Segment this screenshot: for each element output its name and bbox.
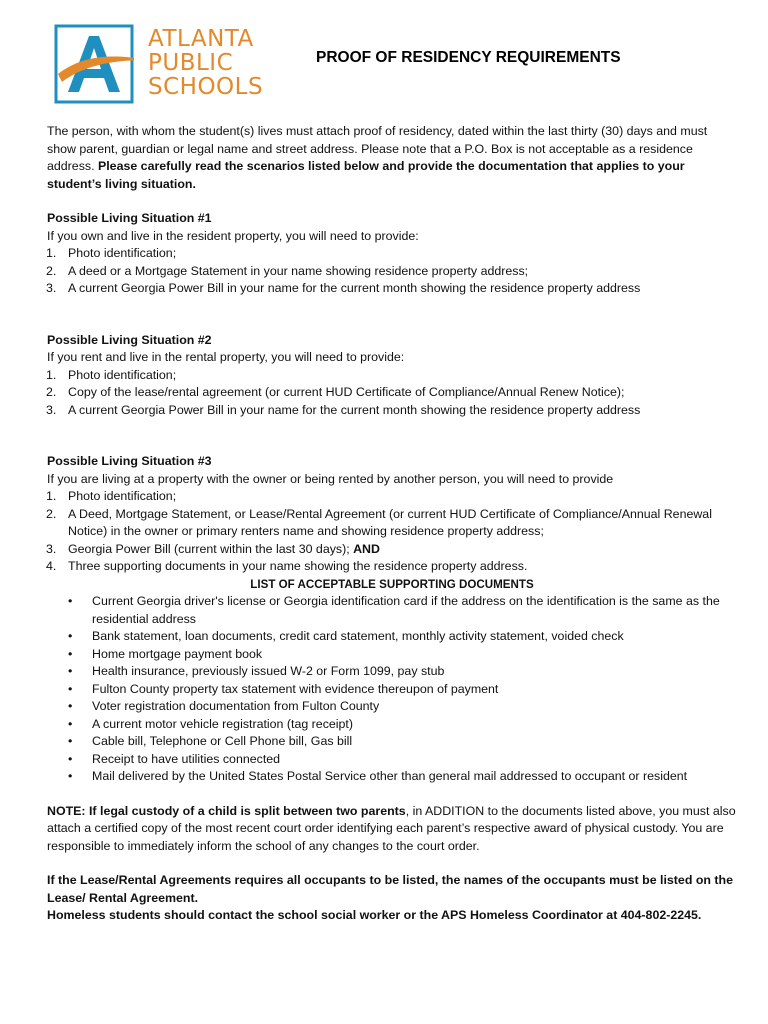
item-number: 3. [46,281,57,295]
supporting-documents-list [47,593,737,786]
item-text: Georgia Power Bill (current within the last 30 days); [68,541,354,556]
item-number: 1. [46,367,57,382]
situation-lead: If you own and live in the resident property, you will need to provide: [47,228,419,243]
list-item: • Bank statement, loan documents, credit card statement, monthly activity statement, voided check [47,628,737,646]
list-item [47,263,737,281]
item-text: A deed or a Mortgage Statement in your name showing residence property address; [68,263,529,278]
logo-line-2: PUBLIC [148,50,234,76]
list-item: • Fulton County property tax statement with evidence thereupon of payment [47,681,737,699]
item-text: A Deed, Mortgage Statement, or Lease/Rental Agreement (or current HUD Certificate of Compliance/Annual Renewal Notice) in the owner or primary renters name and showing residence property address; [68,506,712,538]
item-number: 2. [46,385,57,399]
document-title: PROOF OF RESIDENCY REQUIREMENTS [316,49,621,66]
item-text: Photo identification; [68,367,177,382]
list-item [47,558,737,576]
item-number: 4. [46,559,57,573]
intro-text: The person, with whom the student(s) lives must attach proof of residency, dated within the last thirty (30) days and must show parent, guardian or legal name and street address. Please note that a P.O. Box is not acceptable as a residence address. [47,124,708,173]
situation-heading: Possible Living Situation #3 [47,454,212,468]
situation-heading: Possible Living Situation #1 [47,211,212,225]
list-item [47,402,737,420]
list-item: • Receipt to have utilities connected [47,751,737,769]
list-item: • Voter registration documentation from Fulton County [47,698,737,716]
list-item: • A current motor vehicle registration (tag receipt) [47,716,737,734]
note-text: , in ADDITION to the documents listed above, you must also attach a certified copy of the most recent court order identifying each parent’s respective award of physical custody. You are responsible to immediately inform the school of any changes to the court order. [47,803,736,853]
situation-lead: If you rent and live in the rental property, you will need to provide: [47,350,405,364]
list-item [47,488,737,506]
list-item: • Cable bill, Telephone or Cell Phone bill, Gas bill [47,733,737,751]
list-item [47,245,737,263]
list-item: • Health insurance, previously issued W-2 or Form 1099, pay stub [47,663,737,681]
living-situation-1 [47,210,737,298]
intro-bold-text: Please carefully read the scenarios listed below and provide the documentation that applies to your student’s living situation. [47,159,685,191]
list-item: • Home mortgage payment book [47,646,737,664]
lease-occupants-note: If the Lease/Rental Agreements requires all occupants to be listed, the names of the occupants must be listed on the Lease/ Rental Agreement. [47,873,733,905]
requirement-list [47,488,737,576]
living-situation-3 [47,453,737,576]
list-item [47,367,737,385]
item-text: Photo identification; [68,489,177,503]
item-number: 3. [46,402,57,417]
homeless-contact-note: Homeless students should contact the school social worker or the APS Homeless Coordinator at 404-802-2245. [47,908,702,922]
item-number: 2. [46,506,57,521]
list-item [47,280,737,298]
item-text: A current Georgia Power Bill in your name for the current month showing the residence property address [68,281,641,295]
situation-lead: If you are living at a property with the owner or being rented by another person, you will need to provide [47,471,614,486]
item-text: Three supporting documents in your name showing the residence property address. [68,559,528,573]
document-body [47,123,737,925]
aps-logo-mark-icon [54,24,134,104]
logo-line-1: ATLANTA [148,26,254,52]
item-text: Photo identification; [68,246,177,260]
aps-logo-wordmark [148,27,263,99]
supporting-documents-heading: LIST OF ACCEPTABLE SUPPORTING DOCUMENTS [250,577,534,591]
item-text: A current Georgia Power Bill in your name for the current month showing the residence property address [68,402,641,417]
item-number: 1. [46,246,57,260]
living-situation-2 [47,332,737,420]
item-text: Copy of the lease/rental agreement (or current HUD Certificate of Compliance/Annual Renew Notice); [68,385,625,399]
requirement-list [47,367,737,420]
note-bold-text: NOTE: If legal custody of a child is split between two parents [47,803,406,818]
intro-paragraph [47,123,737,193]
logo-line-3: SCHOOLS [148,74,264,100]
item-number: 2. [46,263,57,278]
aps-logo [54,24,264,106]
custody-note [47,803,737,856]
closing-notes [47,872,737,925]
list-item [47,506,737,541]
list-item: • Mail delivered by the United States Postal Service other than general mail addressed to occupant or resident [47,768,737,786]
item-bold-and: AND [353,541,380,556]
item-number: 3. [46,541,57,556]
situation-heading: Possible Living Situation #2 [47,332,212,347]
list-item [47,384,737,402]
list-item [47,541,737,559]
requirement-list [47,245,737,298]
list-item: • Current Georgia driver's license or Georgia identification card if the address on the identification is the same as the residential address [47,593,737,628]
item-number: 1. [46,489,57,503]
